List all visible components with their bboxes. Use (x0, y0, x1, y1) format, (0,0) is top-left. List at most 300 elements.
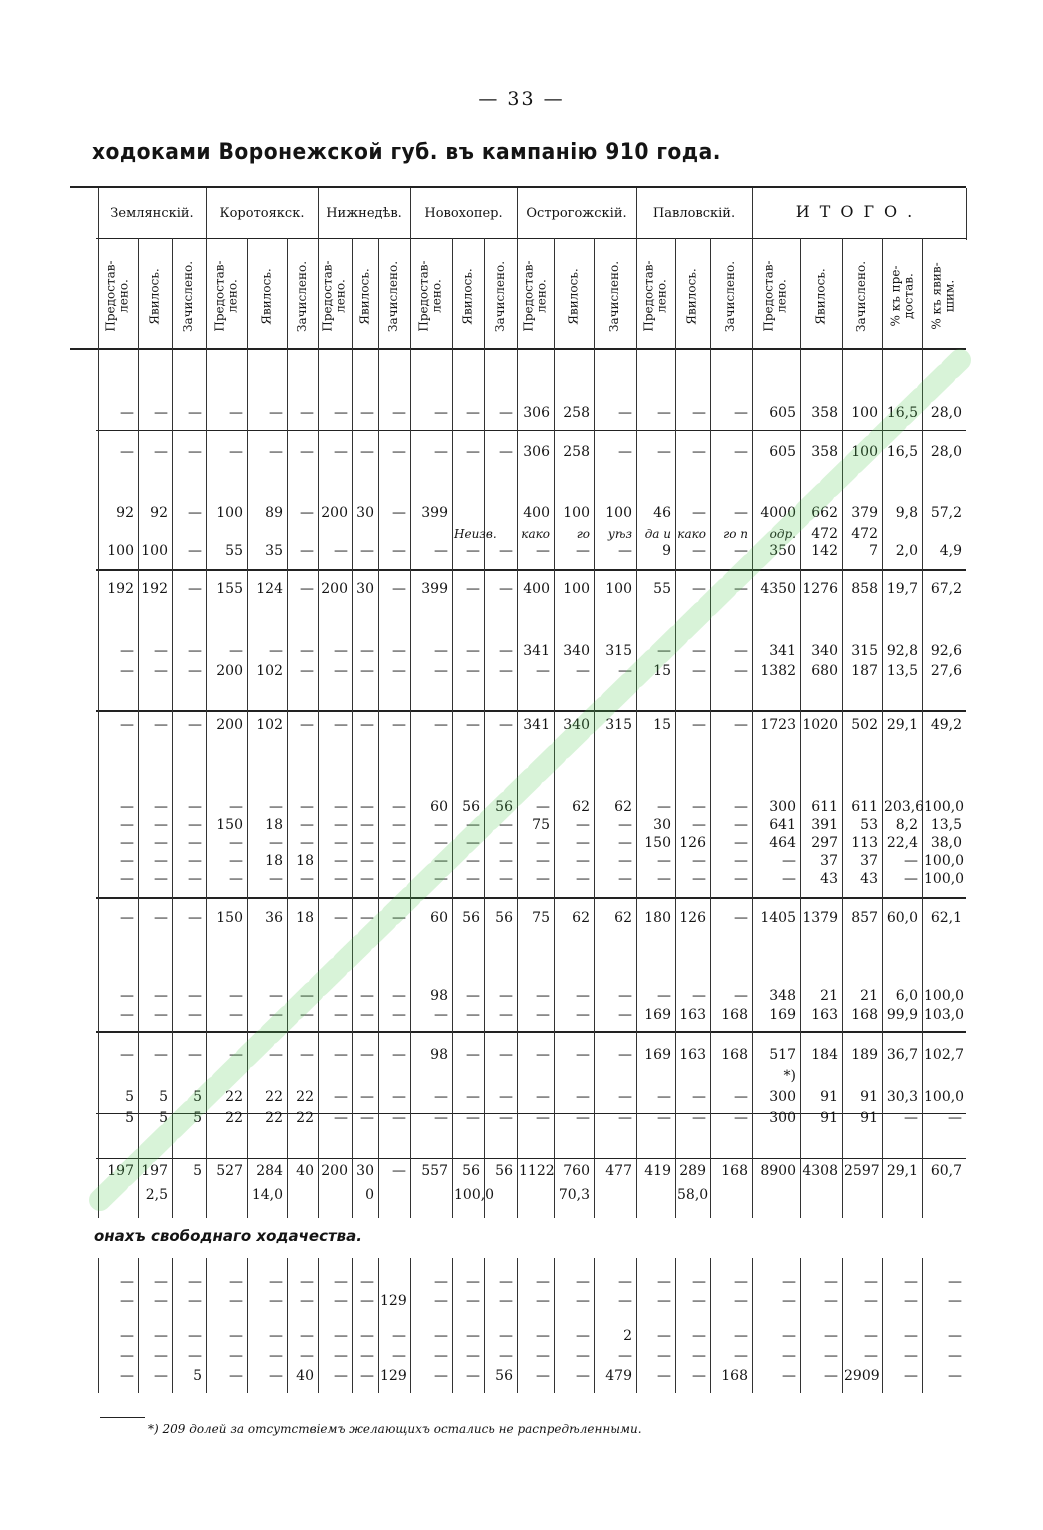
table-cell: — (657, 799, 671, 815)
table-cell: — (499, 1007, 513, 1023)
table-cell: — (360, 1368, 374, 1384)
table-cell: 9,8 (895, 505, 918, 521)
table-cell: — (824, 1328, 838, 1344)
table-cell: — (576, 663, 590, 679)
table-cell: 2,5 (145, 1187, 168, 1203)
table-cell: — (657, 988, 671, 1004)
table-cell: да и (644, 527, 671, 541)
table-cell: — (229, 799, 243, 815)
table-cell: — (334, 1348, 348, 1364)
table-cell: 168 (851, 1007, 878, 1023)
table-cell: — (392, 1007, 406, 1023)
table-cell: — (734, 1274, 748, 1290)
table-cell: — (360, 1348, 374, 1364)
table-cell: — (864, 1293, 878, 1309)
table-cell: 98 (430, 988, 448, 1004)
table-cell: 92,8 (886, 643, 918, 659)
group-header: Коротоякск. (219, 206, 305, 221)
table-cell: — (229, 1274, 243, 1290)
table-cell: — (434, 1293, 448, 1309)
table-cell: — (466, 717, 480, 733)
table-cell: — (120, 1293, 134, 1309)
table-cell: — (576, 1047, 590, 1063)
table-cell: 46 (653, 505, 671, 521)
table-cell: — (499, 835, 513, 851)
table-cell: — (154, 817, 168, 833)
table-cell: 189 (851, 1047, 878, 1063)
table-cell: 200 (216, 717, 243, 733)
column-divider (752, 1258, 753, 1393)
table-cell: 169 (644, 1007, 671, 1023)
table-cell: 5 (193, 1110, 202, 1126)
table-cell: — (269, 1368, 283, 1384)
table-cell: — (392, 1089, 406, 1105)
column-divider (452, 238, 453, 1218)
column-divider (98, 238, 99, 1218)
table-cell: — (499, 1348, 513, 1364)
table-cell: — (334, 1328, 348, 1344)
table-cell: — (392, 405, 406, 421)
table-cell: — (692, 543, 706, 559)
table-cell: — (269, 643, 283, 659)
table-cell: — (300, 581, 314, 597)
column-divider (172, 1258, 173, 1393)
column-divider (247, 1258, 248, 1393)
column-divider (138, 238, 139, 1218)
table-cell: 605 (769, 444, 796, 460)
table-cell: — (188, 1007, 202, 1023)
table-cell: — (576, 1348, 590, 1364)
table-cell: — (576, 835, 590, 851)
column-header-label: Предостав- лено. (321, 260, 348, 332)
column-header (922, 246, 966, 346)
table-cell: 200 (216, 663, 243, 679)
table-cell: — (269, 444, 283, 460)
table-cell: — (536, 1348, 550, 1364)
column-divider (594, 238, 595, 1218)
table-cell: — (466, 444, 480, 460)
table-cell: 184 (811, 1047, 838, 1063)
column-divider (752, 238, 753, 1218)
table-cell: — (188, 1293, 202, 1309)
table-cell: — (904, 1368, 918, 1384)
column-header (594, 246, 636, 346)
table-cell: — (300, 717, 314, 733)
table-cell: — (499, 717, 513, 733)
table-cell: — (300, 1047, 314, 1063)
table-cell: 29,1 (886, 717, 918, 733)
table-cell: — (466, 1348, 480, 1364)
table-cell: — (734, 817, 748, 833)
table-cell: — (334, 817, 348, 833)
column-header (410, 246, 452, 346)
table-cell: — (692, 1110, 706, 1126)
table-cell: — (334, 1089, 348, 1105)
table-cell: — (466, 643, 480, 659)
table-cell: — (334, 871, 348, 887)
table-cell: 5 (159, 1110, 168, 1126)
table-cell: 192 (141, 581, 168, 597)
table-cell: — (576, 853, 590, 869)
table-cell: — (536, 871, 550, 887)
table-cell: — (300, 1328, 314, 1344)
table-cell: — (334, 1007, 348, 1023)
table-cell: одр. (769, 527, 796, 541)
table-cell: — (536, 543, 550, 559)
table-cell: — (536, 1328, 550, 1344)
table-cell: 30 (356, 505, 374, 521)
table-cell: — (536, 1110, 550, 1126)
table-cell: — (657, 1293, 671, 1309)
table-cell: 62,1 (930, 910, 962, 926)
table-cell: — (154, 871, 168, 887)
table-cell: 100 (605, 581, 632, 597)
column-divider (517, 1258, 518, 1393)
table-cell: — (360, 1047, 374, 1063)
table-cell: — (392, 1163, 406, 1179)
table-cell: — (154, 910, 168, 926)
table-cell: 2 (623, 1328, 632, 1344)
table-cell: 103,0 (924, 1007, 965, 1023)
table-cell: 400 (523, 581, 550, 597)
table-cell: — (188, 444, 202, 460)
table-cell: 40 (296, 1163, 314, 1179)
table-cell: — (154, 1047, 168, 1063)
column-header-label: Предостав- лено. (641, 260, 669, 332)
table-cell: 4350 (760, 581, 796, 597)
table-cell: 14,0 (251, 1187, 283, 1203)
table-cell: — (904, 853, 918, 869)
table-cell: 163 (679, 1007, 706, 1023)
table-cell: го (576, 527, 590, 541)
table-cell: — (499, 1110, 513, 1126)
table-cell: — (576, 1274, 590, 1290)
table-cell: 22 (225, 1110, 243, 1126)
table-cell: — (782, 853, 796, 869)
table-cell: 8,2 (895, 817, 918, 833)
table-cell: 203,6 (884, 799, 925, 815)
table-cell: — (782, 1328, 796, 1344)
table-cell: — (392, 505, 406, 521)
table-cell: 464 (769, 835, 796, 851)
table-cell: — (466, 1089, 480, 1105)
column-header-label: Явилось. (566, 267, 581, 325)
table-cell: 557 (421, 1163, 448, 1179)
table-cell: — (120, 1007, 134, 1023)
table-cell: — (734, 444, 748, 460)
table-cell: — (434, 1110, 448, 1126)
table-cell: 297 (811, 835, 838, 851)
table-cell: 197 (107, 1163, 134, 1179)
table-cell: 150 (644, 835, 671, 851)
table-cell: — (269, 405, 283, 421)
column-header-label: Зачислено. (386, 260, 401, 332)
table-cell: 57,2 (930, 505, 962, 521)
table-cell: 150 (216, 817, 243, 833)
table-cell: — (618, 853, 632, 869)
table-cell: — (904, 871, 918, 887)
table-cell: — (392, 853, 406, 869)
table-rule (96, 569, 966, 571)
table-cell: — (824, 1368, 838, 1384)
table-cell: 300 (769, 799, 796, 815)
table-cell: 91 (820, 1110, 838, 1126)
table-cell: 27,6 (930, 663, 962, 679)
table-cell: — (657, 871, 671, 887)
table-cell: 192 (107, 581, 134, 597)
table-cell: 18 (265, 817, 283, 833)
table-cell: — (657, 1328, 671, 1344)
table-cell: — (576, 817, 590, 833)
table-cell: 100 (216, 505, 243, 521)
table-cell: 611 (851, 799, 878, 815)
table-cell: — (392, 910, 406, 926)
table-cell: 200 (321, 1163, 348, 1179)
table-cell: — (618, 988, 632, 1004)
table-cell: 5 (193, 1368, 202, 1384)
column-divider (922, 1258, 923, 1393)
table-cell: — (657, 1274, 671, 1290)
table-cell: 419 (644, 1163, 671, 1179)
column-divider (206, 1258, 207, 1393)
table-cell: 129 (380, 1368, 407, 1384)
column-divider (484, 238, 485, 1218)
column-header (636, 246, 675, 346)
table-cell: — (576, 1293, 590, 1309)
table-cell: — (734, 1328, 748, 1344)
table-cell: 168 (721, 1368, 748, 1384)
table-cell: — (229, 988, 243, 1004)
table-cell: — (618, 405, 632, 421)
table-cell: 75 (532, 910, 550, 926)
table-cell: — (657, 444, 671, 460)
table-cell: 89 (265, 505, 283, 521)
table-cell: 341 (769, 643, 796, 659)
table-cell: 611 (811, 799, 838, 815)
table-cell: 1405 (760, 910, 796, 926)
table-cell: — (334, 543, 348, 559)
table-cell: — (229, 1348, 243, 1364)
table-cell: — (434, 405, 448, 421)
table-cell: — (618, 1274, 632, 1290)
table-cell: 15 (653, 717, 671, 733)
table-cell: 98 (430, 1047, 448, 1063)
table-cell: 8900 (760, 1163, 796, 1179)
table-cell: — (269, 835, 283, 851)
table-cell: — (188, 663, 202, 679)
table-cell: 858 (851, 581, 878, 597)
table-cell: — (188, 1274, 202, 1290)
table-cell: — (657, 853, 671, 869)
table-cell: 49,2 (930, 717, 962, 733)
table-cell: — (269, 799, 283, 815)
table-cell: — (300, 663, 314, 679)
column-divider (352, 238, 353, 1218)
table-cell: 341 (523, 643, 550, 659)
table-cell: — (466, 1328, 480, 1344)
table-cell: 28,0 (930, 405, 962, 421)
table-cell: 100 (107, 543, 134, 559)
table-cell: — (360, 1274, 374, 1290)
table-cell: го п (723, 527, 748, 541)
column-header (800, 246, 842, 346)
column-header (206, 246, 247, 346)
table-cell: — (576, 1007, 590, 1023)
table-cell: — (269, 1328, 283, 1344)
table-cell: *) (783, 1068, 796, 1084)
table-cell: — (692, 1293, 706, 1309)
table-cell: 100,0 (924, 1089, 965, 1105)
table-cell: — (154, 835, 168, 851)
table-cell: 100 (605, 505, 632, 521)
table-cell: 55 (653, 581, 671, 597)
table-cell: 5 (159, 1089, 168, 1105)
table-cell: 1020 (802, 717, 838, 733)
table-cell: 43 (820, 871, 838, 887)
table-cell: — (154, 444, 168, 460)
table-cell: 62 (572, 799, 590, 815)
group-header: Острогожскій. (526, 206, 627, 221)
table-cell: — (188, 717, 202, 733)
table-cell: — (434, 717, 448, 733)
table-cell: — (360, 1328, 374, 1344)
table-cell: — (536, 853, 550, 869)
table-cell: — (466, 1047, 480, 1063)
table-cell: — (188, 581, 202, 597)
group-divider (966, 188, 967, 240)
table-cell: — (392, 1110, 406, 1126)
table-cell: — (536, 663, 550, 679)
table-cell: 168 (721, 1007, 748, 1023)
table-cell: — (692, 1089, 706, 1105)
table-cell: — (392, 799, 406, 815)
table-cell: — (864, 1348, 878, 1364)
table-cell: 391 (811, 817, 838, 833)
column-header-label: % къ пре- достав. (888, 265, 916, 327)
table-cell: — (120, 643, 134, 659)
table-cell: — (120, 1368, 134, 1384)
table-cell: — (360, 988, 374, 1004)
table-cell: — (154, 1274, 168, 1290)
table-cell: — (269, 1047, 283, 1063)
table-cell: — (392, 835, 406, 851)
table-cell: — (904, 1274, 918, 1290)
table-cell: — (824, 1293, 838, 1309)
column-header-label: Зачислено. (493, 260, 508, 332)
table-cell: — (120, 1047, 134, 1063)
table-cell: — (824, 1348, 838, 1364)
table-cell: — (360, 871, 374, 887)
table-cell: 857 (851, 910, 878, 926)
table-cell: 5 (125, 1089, 134, 1105)
table-cell: — (466, 871, 480, 887)
table-cell: 100,0 (924, 988, 965, 1004)
column-divider (287, 238, 288, 1218)
table-cell: 100 (563, 581, 590, 597)
table-cell: 2909 (844, 1368, 880, 1384)
table-cell: — (466, 405, 480, 421)
table-cell: 60,7 (930, 1163, 962, 1179)
column-header (247, 246, 287, 346)
table-cell: — (466, 1007, 480, 1023)
table-cell: — (154, 405, 168, 421)
table-cell: — (360, 1007, 374, 1023)
column-divider (636, 238, 637, 1218)
table-cell: — (360, 1293, 374, 1309)
table-cell: 472 (851, 526, 878, 542)
table-cell: — (434, 1274, 448, 1290)
table-cell: — (360, 910, 374, 926)
table-cell: 169 (769, 1007, 796, 1023)
table-cell: 28,0 (930, 444, 962, 460)
table-cell: — (229, 871, 243, 887)
table-cell: — (392, 643, 406, 659)
table-cell: — (300, 1007, 314, 1023)
table-cell: 100 (851, 444, 878, 460)
table-cell: 168 (721, 1047, 748, 1063)
table-cell: 18 (265, 853, 283, 869)
table-cell: — (154, 988, 168, 1004)
table-cell: 56 (495, 910, 513, 926)
table-cell: 29,1 (886, 1163, 918, 1179)
table-cell: — (120, 717, 134, 733)
table-cell: — (300, 643, 314, 659)
column-header-label: Зачислено. (181, 260, 196, 332)
table-cell: — (692, 1274, 706, 1290)
table-cell: 56 (495, 799, 513, 815)
table-cell: — (360, 643, 374, 659)
table-cell: — (692, 871, 706, 887)
table-cell: — (499, 871, 513, 887)
table-cell: — (392, 1348, 406, 1364)
table-cell: 100,0 (454, 1187, 495, 1203)
column-header (554, 246, 594, 346)
table-cell: 379 (851, 505, 878, 521)
table-cell: — (782, 1293, 796, 1309)
watermark-stamp (60, 340, 1020, 1240)
table-cell: 56 (495, 1163, 513, 1179)
table-cell: — (536, 835, 550, 851)
table-cell: — (154, 853, 168, 869)
table-cell: 306 (523, 405, 550, 421)
table-cell: — (692, 717, 706, 733)
table-cell: 5 (125, 1110, 134, 1126)
table-cell: — (692, 505, 706, 521)
table-cell: 4308 (802, 1163, 838, 1179)
table-cell: — (434, 1348, 448, 1364)
table-cell: 5 (193, 1089, 202, 1105)
table-cell: — (188, 405, 202, 421)
table-cell: 91 (860, 1089, 878, 1105)
table-cell: — (734, 835, 748, 851)
table-cell: — (734, 799, 748, 815)
table-cell: 21 (820, 988, 838, 1004)
table-rule (96, 238, 966, 239)
column-header (882, 246, 922, 346)
table-cell: 99,9 (886, 1007, 918, 1023)
table-cell: 102,7 (924, 1047, 965, 1063)
table-cell: — (734, 871, 748, 887)
column-header-label: Явилось. (147, 267, 162, 325)
table-cell: — (269, 1274, 283, 1290)
table-cell: — (269, 988, 283, 1004)
table-cell: — (300, 1274, 314, 1290)
table-cell: — (360, 799, 374, 815)
table-cell: — (229, 643, 243, 659)
table-cell: 1379 (802, 910, 838, 926)
table-cell: 43 (860, 871, 878, 887)
table-cell: — (692, 1368, 706, 1384)
